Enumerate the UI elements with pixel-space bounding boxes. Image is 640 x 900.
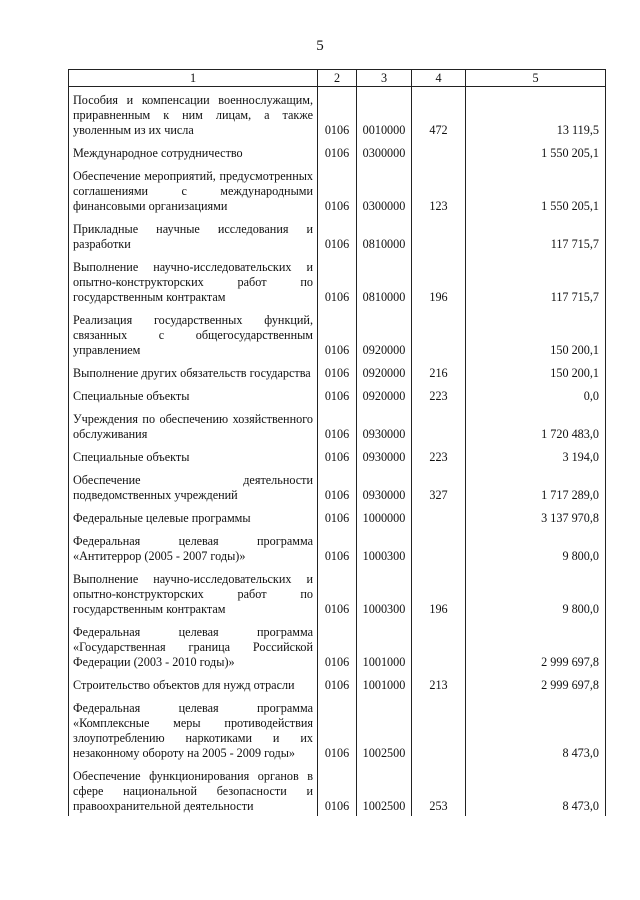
row-kind: 253 [412,763,466,816]
row-section: 0106 [318,254,357,307]
row-amount: 150 200,1 [466,307,606,360]
row-kind: 327 [412,467,466,505]
row-kind: 196 [412,566,466,619]
row-name: Реализация государственных функций, связанных с общегосударственным управлением [69,307,318,360]
row-kind [412,528,466,566]
table-row [69,307,606,360]
row-article: 0920000 [357,307,412,360]
row-article: 0930000 [357,444,412,467]
row-section: 0106 [318,695,357,763]
row-name: Учреждения по обеспечению хозяйственного обслуживания [69,406,318,444]
table-row [69,695,606,763]
row-name: Строительство объектов для нужд отрасли [69,672,318,695]
row-section: 0106 [318,360,357,383]
row-kind: 213 [412,672,466,695]
table-row [69,619,606,672]
table-row [69,528,606,566]
table-header [69,70,606,87]
table-row [69,140,606,163]
row-article: 1001000 [357,672,412,695]
row-section: 0106 [318,406,357,444]
row-kind [412,695,466,763]
row-section: 0106 [318,444,357,467]
row-kind [412,406,466,444]
row-article: 0300000 [357,163,412,216]
row-name: Обеспечение деятельности подведомственных учреждений [69,467,318,505]
budget-table [68,69,606,816]
header-col-2: 2 [318,70,357,87]
row-kind [412,505,466,528]
row-amount: 2 999 697,8 [466,672,606,695]
row-section: 0106 [318,619,357,672]
row-amount: 3 137 970,8 [466,505,606,528]
row-kind: 196 [412,254,466,307]
row-amount: 1 550 205,1 [466,163,606,216]
page-number: 5 [316,38,324,54]
header-col-5: 5 [466,70,606,87]
row-article: 0810000 [357,254,412,307]
row-section: 0106 [318,763,357,816]
row-article: 0920000 [357,360,412,383]
row-section: 0106 [318,505,357,528]
row-amount: 150 200,1 [466,360,606,383]
row-article: 0300000 [357,140,412,163]
row-article: 0810000 [357,216,412,254]
table-row [69,360,606,383]
row-article: 0010000 [357,87,412,141]
row-name: Специальные объекты [69,383,318,406]
header-col-4: 4 [412,70,466,87]
row-amount: 1 720 483,0 [466,406,606,444]
table-row [69,406,606,444]
row-name: Выполнение научно-исследовательских и опытно-конструкторских работ по государственным контрактам [69,254,318,307]
row-name: Специальные объекты [69,444,318,467]
row-name: Международное сотрудничество [69,140,318,163]
table-row [69,254,606,307]
row-amount: 13 119,5 [466,87,606,141]
table-row [69,444,606,467]
row-amount: 9 800,0 [466,566,606,619]
row-name: Прикладные научные исследования и разработки [69,216,318,254]
table-row [69,163,606,216]
row-section: 0106 [318,566,357,619]
row-amount: 0,0 [466,383,606,406]
row-section: 0106 [318,383,357,406]
row-name: Федеральная целевая программа «Антитеррор (2005 - 2007 годы)» [69,528,318,566]
row-section: 0106 [318,467,357,505]
row-article: 1001000 [357,619,412,672]
row-kind: 216 [412,360,466,383]
row-section: 0106 [318,528,357,566]
row-kind [412,307,466,360]
row-kind [412,619,466,672]
row-article: 1000000 [357,505,412,528]
row-name: Пособия и компенсации военнослужащим, приравненным к ним лицам, а также уволенным из их числа [69,87,318,141]
table-row [69,763,606,816]
header-row [69,70,606,87]
table-row [69,87,606,141]
row-name: Федеральная целевая программа «Государственная граница Российской Федерации (2003 - 2010 годы)» [69,619,318,672]
row-kind: 223 [412,444,466,467]
row-name: Обеспечение функционирования органов в сфере национальной безопасности и правоохранительной деятельности [69,763,318,816]
header-col-3: 3 [357,70,412,87]
row-amount: 8 473,0 [466,763,606,816]
row-section: 0106 [318,140,357,163]
table-row [69,467,606,505]
row-article: 1000300 [357,566,412,619]
row-name: Федеральная целевая программа «Комплексные меры противодействия злоупотреблению наркотиками и их незаконному обороту на 2005 - 2009 годы» [69,695,318,763]
row-name: Обеспечение мероприятий, предусмотренных соглашениями с международными финансовыми организациями [69,163,318,216]
row-article: 1002500 [357,763,412,816]
table-body [69,87,606,817]
row-amount: 8 473,0 [466,695,606,763]
row-kind [412,140,466,163]
row-article: 0930000 [357,467,412,505]
row-amount: 117 715,7 [466,254,606,307]
table-row [69,566,606,619]
table-row [69,672,606,695]
row-kind: 223 [412,383,466,406]
row-amount: 2 999 697,8 [466,619,606,672]
row-kind: 472 [412,87,466,141]
row-section: 0106 [318,307,357,360]
row-article: 1000300 [357,528,412,566]
row-amount: 9 800,0 [466,528,606,566]
table-row [69,505,606,528]
row-kind [412,216,466,254]
row-section: 0106 [318,163,357,216]
row-section: 0106 [318,672,357,695]
table-row [69,216,606,254]
row-kind: 123 [412,163,466,216]
table-row [69,383,606,406]
row-name: Выполнение других обязательств государства [69,360,318,383]
row-amount: 1 550 205,1 [466,140,606,163]
row-amount: 1 717 289,0 [466,467,606,505]
row-section: 0106 [318,216,357,254]
row-article: 0920000 [357,383,412,406]
row-article: 0930000 [357,406,412,444]
row-amount: 3 194,0 [466,444,606,467]
row-article: 1002500 [357,695,412,763]
row-name: Выполнение научно-исследовательских и опытно-конструкторских работ по государственным контрактам [69,566,318,619]
row-section: 0106 [318,87,357,141]
header-col-1: 1 [69,70,318,87]
row-amount: 117 715,7 [466,216,606,254]
row-name: Федеральные целевые программы [69,505,318,528]
